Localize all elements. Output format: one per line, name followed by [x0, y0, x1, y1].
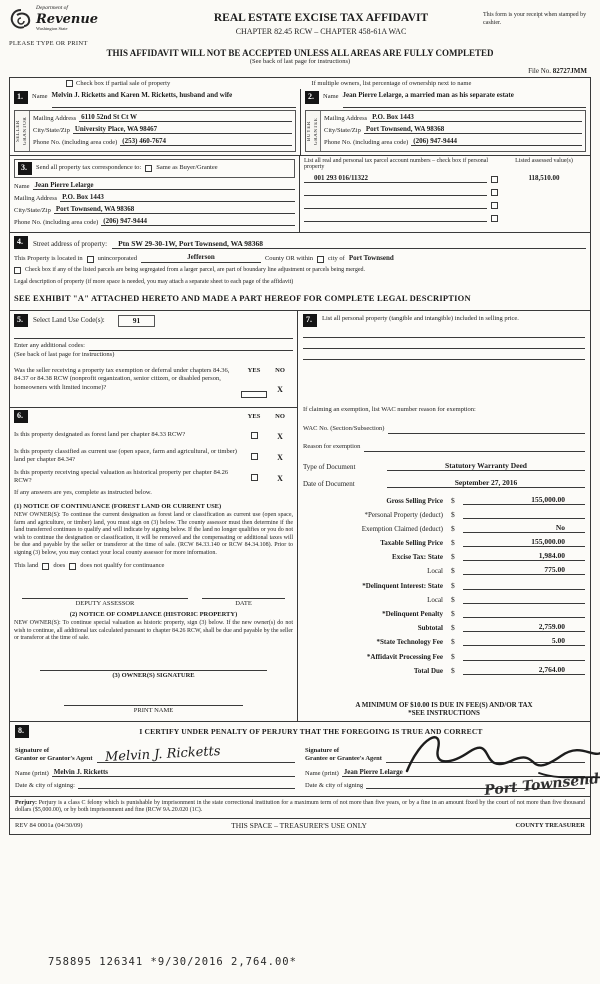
fee-label: Local	[427, 567, 443, 576]
fee-value[interactable]	[463, 509, 585, 519]
buyer-name-value[interactable]: Jean Pierre Lelarge, a married man as his separate estate	[343, 91, 586, 108]
file-number	[9, 67, 587, 75]
parcel-row	[304, 174, 586, 183]
section-7-fees	[298, 311, 590, 721]
fee-row-delinquent-interest-state	[303, 580, 585, 590]
notice-continuance-body: NEW OWNER(S): To continue the current designation as forest land or classification as current use (open space, farm and agriculture, or timber) land, you must sign on (3) below. The county assessor must then determine if the land transferred continues to qualify and will indicate by signing below. If the land no longer qualifies or you do not wish to continue the designation or classification, it will be removed and the compensating or additional taxes will be due and payable by the seller or transferor at the time of sale. (RCW 84.33.140 or RCW 84.34.108). Prior to signing (3) below, you may contact your local county assessor for more information.	[14, 512, 293, 556]
fee-label: Taxable Selling Price	[380, 539, 443, 548]
personal-property-checkbox-1[interactable]	[491, 176, 498, 183]
print-name-line[interactable]	[64, 694, 243, 706]
form-rev-number: REV 84 0001a (04/30/09)	[15, 821, 83, 829]
type-of-document-label: Type of Document	[303, 462, 356, 471]
personal-property-label: List all personal property (tangible and intangible) included in selling price.	[322, 315, 519, 323]
city-checkbox[interactable]	[317, 256, 324, 263]
date-of-document-value[interactable]: September 27, 2016	[387, 478, 585, 488]
street-address-value[interactable]: Ptn SW 29-30-1W, Port Townsend, WA 98368	[112, 239, 586, 249]
same-as-buyer-label: Same as Buyer/Grantee	[156, 164, 218, 172]
personal-property-checkbox-3[interactable]	[491, 202, 498, 209]
section-7-number: 7.	[303, 314, 317, 327]
seller-vertical-text: SELLER	[16, 120, 21, 142]
reason-exemption-field[interactable]	[364, 443, 585, 452]
personal-property-line-1[interactable]	[303, 327, 585, 338]
please-type-or-print: PLEASE TYPE OR PRINT	[9, 40, 88, 47]
dollar-sign: $	[451, 665, 455, 675]
fee-row-subtotal	[303, 622, 585, 632]
grantor-signature-block	[15, 741, 295, 792]
county-or-label: County OR within	[264, 254, 314, 262]
buyer-phone-label: Phone No. (including area code)	[324, 139, 409, 146]
section-5-number: 5.	[14, 314, 28, 327]
fee-row-delinquent-interest-local	[303, 594, 585, 604]
assessed-value-3	[502, 200, 586, 209]
deputy-date-label: DATE	[235, 599, 252, 607]
personal-property-line-3[interactable]	[303, 349, 585, 360]
fee-value[interactable]: 155,000.00	[463, 537, 585, 547]
form-body	[9, 77, 600, 835]
fee-value[interactable]: 5.00	[463, 636, 585, 646]
fee-value[interactable]: 155,000.00	[463, 495, 585, 505]
section-1-number: 1.	[14, 91, 28, 104]
corr-phone-value[interactable]: (206) 947-9444	[101, 217, 295, 226]
dollar-sign: $	[451, 609, 455, 619]
grantor-signature-line[interactable]	[97, 743, 295, 763]
section-3-correspondence	[10, 156, 590, 233]
personal-property-line-2[interactable]	[303, 338, 585, 349]
wac-label: WAC No. (Section/Subsection)	[303, 425, 385, 433]
minimum-due-note: A MINIMUM OF $10.00 IS DUE IN FEE(S) AND/OR TAX	[355, 700, 533, 709]
current-use-no-mark[interactable]: X	[277, 453, 283, 463]
fee-row-total-due	[303, 665, 585, 675]
this-land-label: This land	[14, 562, 39, 570]
fee-value[interactable]: 775.00	[463, 565, 585, 575]
affidavit-notice: THIS AFFIDAVIT WILL NOT BE ACCEPTED UNLESS ALL AREAS ARE FULLY COMPLETED	[106, 48, 494, 58]
forest-no-mark[interactable]: X	[277, 432, 283, 442]
does-label: does	[53, 562, 66, 570]
buyer-phone-value[interactable]: (206) 947-9444	[411, 137, 582, 146]
deputy-assessor-label: DEPUTY ASSESSOR	[75, 599, 135, 607]
form-header	[9, 6, 591, 47]
parcel-row	[304, 213, 586, 222]
grantee-name-print-label: Name (print)	[305, 769, 339, 777]
file-number-value: 82727JMM	[552, 67, 587, 75]
fee-label: *Affidavit Processing Fee	[366, 652, 443, 661]
logo-department-of: Department of	[36, 5, 68, 11]
seller-grantor-vertical-label	[15, 111, 30, 151]
section-6-classification	[10, 408, 297, 719]
grantor-date-city-label: Date & city of signing:	[15, 781, 75, 789]
print-name-label: PRINT NAME	[133, 706, 174, 714]
partial-sale-checkbox[interactable]	[66, 80, 73, 87]
parcel-number-value[interactable]: 001 293 016/11322	[304, 174, 487, 183]
grantor-vertical-text: GRANTOR	[23, 116, 28, 146]
see-back-note: (See back of last page for instructions)	[249, 58, 351, 65]
grantee-signature-label-2: Grantee or Grantee's Agent	[305, 754, 382, 762]
notice-compliance-body: NEW OWNER(S): To continue special valuation as historic property, sign (3) below. If the new owner(s) do not wish to continue, all additional tax calculated pursuant to chapter 84.26 RCW, shall be due and payable by the seller or transferor at the time of sale.	[14, 620, 293, 642]
grantor-signature-label-2: Grantor or Grantor's Agent	[15, 754, 93, 762]
fee-label: *State Technology Fee	[376, 638, 443, 647]
forest-land-question: Is this property designated as forest land per chapter 84.33 RCW?	[14, 431, 186, 439]
notice-continuance-title: (1) NOTICE OF CONTINUANCE (FOREST LAND OR CURRENT USE)	[14, 502, 222, 510]
dollar-sign: $	[451, 580, 455, 590]
buyer-mailing-label: Mailing Address	[324, 115, 368, 122]
cashier-stamp: 758895 126341 *9/30/2016 2,764.00*	[48, 956, 297, 968]
multiple-owners-note: If multiple owners, list percentage of ownership next to name	[311, 80, 472, 87]
fee-label: Subtotal	[417, 624, 443, 633]
fee-label: Gross Selling Price	[386, 496, 443, 505]
buyer-name-label: Name	[323, 93, 339, 100]
assessed-value-1: 118,510.00	[528, 174, 560, 182]
historic-yes-checkbox[interactable]	[251, 474, 258, 481]
dollar-sign: $	[451, 552, 455, 562]
dollar-sign: $	[451, 623, 455, 633]
fee-value[interactable]: 1,984.00	[463, 551, 585, 561]
does-not-label: does not qualify for continuance	[80, 562, 165, 570]
additional-codes-field[interactable]	[89, 343, 293, 351]
fee-row-excise-local	[303, 565, 585, 575]
segregated-checkbox[interactable]	[14, 267, 21, 274]
buyer-grantee-vertical-label	[306, 111, 321, 151]
logo-revenue: Revenue	[36, 11, 99, 27]
unincorporated-label: unincorporated	[97, 254, 137, 262]
partial-sale-row	[10, 78, 590, 89]
grantee-date-city-label: Date & city of signing	[305, 781, 364, 789]
parties-row	[10, 89, 590, 156]
notice-compliance-title: (2) NOTICE OF COMPLIANCE (HISTORIC PROPERTY)	[69, 610, 238, 618]
segregated-label: Check box if any of the listed parcels are being segregated from a larger parcel, are part of boundary line adjustment or parcels being merged.	[25, 267, 365, 274]
section-4-property	[10, 233, 590, 311]
fee-row-processing-fee	[303, 651, 585, 661]
exemption-question: Was the seller receiving a property tax exemption or deferral under chapters 84.36, 84.37 or 84.38 RCW (nonprofit organization, senior citizen, or disabled person, homeowners with limited income)?	[14, 366, 230, 391]
corr-mailing-label: Mailing Address	[14, 195, 58, 202]
dollar-sign: $	[451, 538, 455, 548]
no-header: NO	[275, 366, 285, 374]
dollar-sign: $	[451, 594, 455, 604]
type-of-document-value[interactable]: Statutory Warranty Deed	[387, 461, 585, 471]
owners-signature-label: (3) OWNER(S) SIGNATURE	[112, 671, 195, 679]
current-use-question: Is this property classified as current use (open space, farm and agricultural, or timber) land per chapter 84.34?	[14, 447, 237, 464]
owners-signature-line[interactable]	[40, 659, 267, 671]
seller-phone-label: Phone No. (including area code)	[33, 139, 118, 146]
dollar-sign: $	[451, 637, 455, 647]
city-value[interactable]: Port Townsend	[348, 254, 394, 262]
parcel-numbers-area	[300, 156, 590, 232]
fee-value[interactable]	[463, 580, 585, 590]
parcel-row	[304, 187, 586, 196]
fee-row-personal-deduct	[303, 509, 585, 519]
buyer-city-label: City/State/Zip	[324, 127, 361, 134]
fee-value[interactable]	[463, 608, 585, 618]
section-6-number: 6.	[14, 410, 28, 423]
grantee-signature-block	[295, 741, 600, 799]
fee-label: Excise Tax: State	[392, 553, 443, 562]
parcel-number-blank-2[interactable]	[304, 187, 487, 196]
logo-washington-state: Washington State	[36, 25, 68, 31]
certify-statement: I CERTIFY UNDER PENALTY OF PERJURY THAT THE FOREGOING IS TRUE AND CORRECT	[139, 726, 483, 736]
located-prefix: This Property is located in	[14, 254, 83, 262]
dollar-sign: $	[451, 495, 455, 505]
grantor-signature-script: Melvin J. Ricketts	[104, 743, 221, 765]
deputy-date-line[interactable]	[202, 587, 285, 599]
fee-row-tech-fee	[303, 636, 585, 646]
seller-grantor-section	[10, 89, 300, 155]
county-value[interactable]: Jefferson	[141, 253, 261, 263]
seller-city-value[interactable]: University Place, WA 98467	[73, 125, 292, 134]
seller-phone-value[interactable]: (253) 460-7674	[120, 137, 292, 146]
corr-name-value[interactable]: Jean Pierre Lelarge	[33, 181, 295, 190]
perjury-notice	[10, 797, 590, 819]
section-4-number: 4.	[14, 236, 28, 249]
dollar-sign: $	[451, 509, 455, 519]
corr-mailing-value[interactable]: P.O. Box 1443	[60, 193, 295, 202]
parcel-header: List all real and personal tax parcel account numbers – check box if personal property	[304, 158, 489, 170]
reason-exemption-label: Reason for exemption	[303, 443, 361, 451]
fee-row-delinquent-penalty	[303, 608, 585, 618]
section-3-number: 3.	[18, 162, 32, 175]
fee-label: *Personal Property (deduct)	[364, 510, 443, 519]
partial-sale-label: Check box if partial sale of property	[76, 80, 171, 87]
date-of-document-label: Date of Document	[303, 479, 355, 488]
section-8-number: 8.	[15, 725, 29, 738]
seller-mailing-value[interactable]: 6110 52nd St Ct W	[79, 113, 292, 122]
corr-city-label: City/State/Zip	[14, 207, 51, 214]
fee-value[interactable]	[463, 594, 585, 604]
land-use-label: Select Land Use Code(s):	[33, 316, 105, 325]
fee-value[interactable]: No	[463, 523, 585, 533]
personal-property-checkbox-4[interactable]	[491, 215, 498, 222]
buyer-grantee-section	[300, 89, 590, 155]
grantee-date-city-script: Port Townsend	[483, 770, 600, 799]
personal-property-checkbox-2[interactable]	[491, 189, 498, 196]
perjury-label: Perjury:	[15, 799, 37, 806]
fee-label: Total Due	[413, 666, 443, 675]
exhibit-a-statement: SEE EXHIBIT "A" ATTACHED HERETO AND MADE A PART HEREOF FOR COMPLETE LEGAL DESCRIPTION	[14, 293, 471, 304]
corr-city-value[interactable]: Port Townsend, WA 98368	[54, 205, 295, 214]
seller-name-label: Name	[32, 93, 48, 100]
fee-label: *Delinquent Interest: State	[362, 581, 443, 590]
assessed-value-header: Listed assessed value(s)	[515, 158, 573, 164]
claiming-exemption-note: If claiming an exemption, list WAC number reason for exemption:	[303, 406, 476, 414]
buyer-mailing-value[interactable]: P.O. Box 1443	[370, 113, 582, 122]
if-yes-note: If any answers are yes, complete as instructed below.	[14, 489, 152, 497]
corr-phone-label: Phone No. (including area code)	[14, 219, 99, 226]
section-8-certification	[10, 722, 600, 799]
forest-yes-checkbox[interactable]	[251, 432, 258, 439]
fee-value[interactable]: 2,759.00	[463, 622, 585, 632]
no-header-6: NO	[275, 413, 285, 421]
section-5-land-use	[10, 311, 297, 408]
current-use-yes-checkbox[interactable]	[251, 453, 258, 460]
grantee-signature-line[interactable]	[386, 743, 585, 763]
yes-header-6: YES	[247, 413, 261, 421]
seller-mailing-label: Mailing Address	[33, 115, 77, 122]
county-treasurer-label: COUNTY TREASURER	[515, 821, 585, 829]
does-checkbox[interactable]	[42, 563, 49, 570]
form-title: REAL ESTATE EXCISE TAX AFFIDAVIT	[213, 12, 429, 24]
buyer-city-value[interactable]: Port Townsend, WA 98368	[364, 125, 582, 134]
dollar-sign: $	[451, 651, 455, 661]
exemption-no-mark[interactable]: X	[277, 385, 283, 395]
grantee-name-print-value[interactable]: Jean Pierre Lelarge	[342, 768, 585, 777]
fee-label: Local	[427, 595, 443, 604]
city-of-label: city of	[328, 254, 345, 262]
seller-name-value[interactable]: Melvin J. Ricketts and Karen M. Ricketts, husband and wife	[52, 91, 296, 108]
perjury-text: Perjury is a class C felony which is punishable by imprisonment in the state correctional institution for a maximum term of not more than five years, or by a fine in an amount fixed by the court of not more than five thousand dollars ($5,000.00), or by both imprisonment and fine (RCW 9A.20.020 (1C).	[15, 799, 586, 814]
corr-name-label: Name	[14, 183, 30, 190]
fee-row-exemption-claimed	[303, 523, 585, 533]
deputy-assessor-signature-line[interactable]	[22, 587, 188, 599]
dollar-sign: $	[451, 523, 455, 533]
dept-revenue-logo	[9, 6, 159, 31]
unincorporated-checkbox[interactable]	[87, 256, 94, 263]
treasurer-space-label: THIS SPACE – TREASURER'S USE ONLY	[231, 820, 367, 830]
grantor-date-city-field[interactable]	[78, 780, 295, 789]
land-use-blank-line[interactable]	[14, 329, 293, 339]
historic-question: Is this property receiving special valuation as historical property per chapter 84.26 RCW?	[14, 468, 229, 485]
parcel-number-blank-4[interactable]	[304, 213, 487, 222]
land-use-code-value[interactable]: 91	[118, 315, 156, 327]
wac-field[interactable]	[388, 425, 585, 434]
main-columns	[10, 311, 590, 722]
fee-value[interactable]	[463, 651, 585, 661]
seller-city-label: City/State/Zip	[33, 127, 70, 134]
legal-description-label: Legal description of property (if more space is needed, you may attach a separate sheet to each page of the affidavit)	[14, 278, 294, 285]
fee-row-gross	[303, 495, 585, 505]
grantor-name-print-value[interactable]: Melvin J. Ricketts	[52, 768, 295, 777]
correspondence-label: Send all property tax correspondence to:	[36, 164, 142, 172]
receipt-note: This form is your receipt when stamped by cashier.	[483, 12, 587, 26]
buyer-vertical-text: BUYER	[307, 121, 312, 141]
exemption-yes-checkbox[interactable]	[241, 391, 267, 398]
historic-no-mark[interactable]: X	[277, 474, 283, 484]
dollar-sign: $	[451, 566, 455, 576]
parcel-number-blank-3[interactable]	[304, 200, 487, 209]
see-instructions-note: *SEE INSTRUCTIONS	[408, 708, 480, 717]
see-back-instructions: (See back of last page for instructions)	[14, 350, 115, 358]
fee-value[interactable]: 2,764.00	[463, 665, 585, 675]
fee-label: Exemption Claimed (deduct)	[361, 524, 443, 533]
grantee-vertical-text: GRANTEE	[314, 117, 319, 145]
yes-header: YES	[247, 366, 261, 374]
file-number-label: File No.	[528, 67, 552, 75]
street-address-label: Street address of property:	[33, 239, 108, 248]
assessed-value-2	[502, 187, 586, 196]
grantor-name-print-label: Name (print)	[15, 769, 49, 777]
additional-codes-label: Enter any additional codes:	[14, 342, 85, 350]
same-as-buyer-checkbox[interactable]	[145, 165, 152, 172]
fee-label: *Delinquent Penalty	[382, 610, 443, 619]
chapter-reference: CHAPTER 82.45 RCW – CHAPTER 458-61A WAC	[235, 27, 407, 36]
section-2-number: 2.	[305, 91, 319, 104]
grantor-signature-label-1: Signature of	[15, 746, 50, 754]
fee-row-taxable	[303, 537, 585, 547]
footer-row	[10, 819, 590, 834]
grantee-signature-label-1: Signature of	[305, 746, 340, 754]
parcel-row	[304, 200, 586, 209]
fee-row-excise-state	[303, 551, 585, 561]
does-not-checkbox[interactable]	[69, 563, 76, 570]
revenue-swirl-icon	[9, 8, 33, 30]
assessed-value-4	[502, 213, 586, 222]
